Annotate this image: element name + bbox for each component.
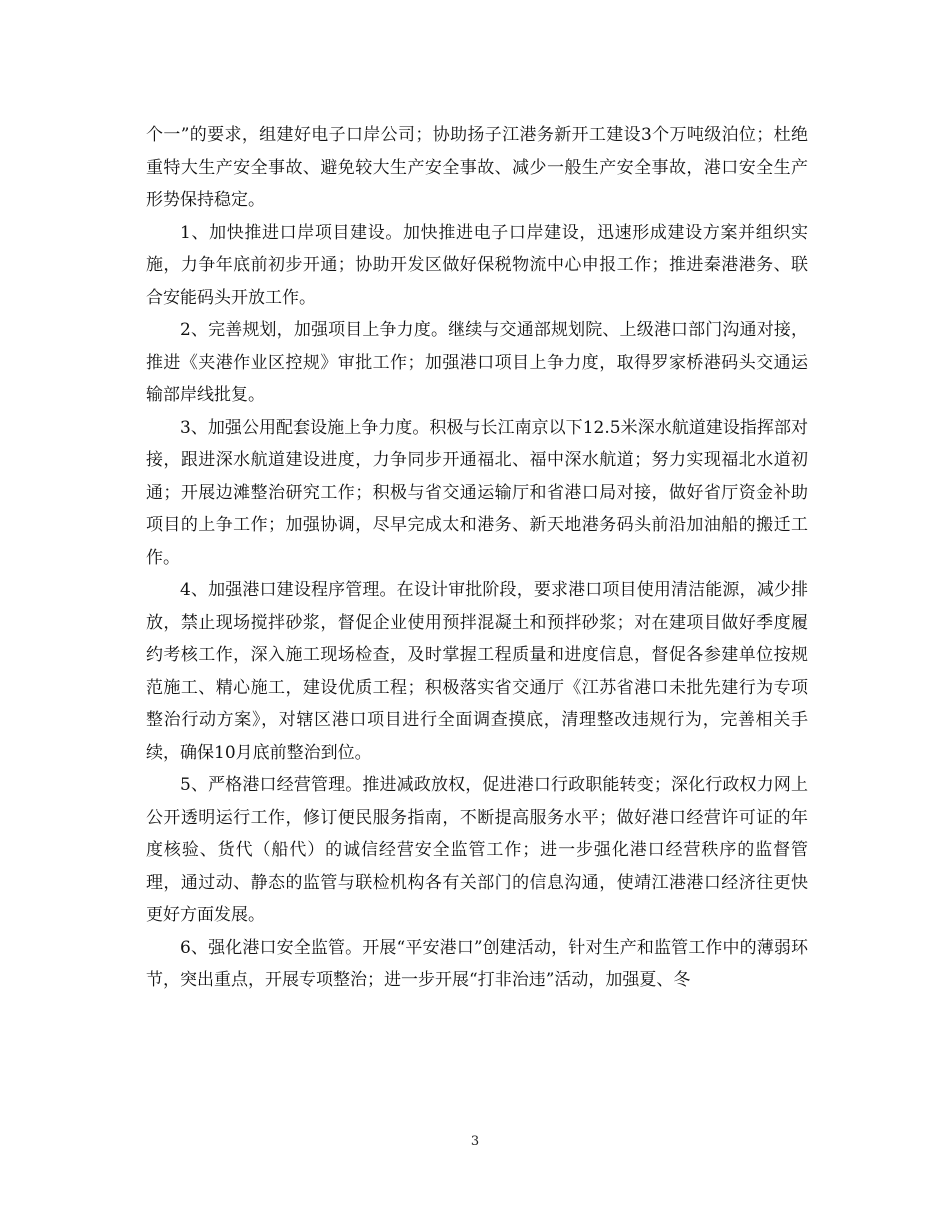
paragraph-item-5: 5、严格港口经营管理。推进减政放权，促进港口行政职能转变；深化行政权力网上公开透明运行工作，修订便民服务指南，不断提高服务水平；做好港口经营许可证的年度核验、货代（船代）的诚信经营安全监管工作；进一步强化港口经营秩序的监督管理，通过动、静态的监管与联检机构各有关部门的信息沟通，使靖江港港口经济往更快更好方面发展。 — [146, 775, 808, 925]
paragraph-item-4: 4、加强港口建设程序管理。在设计审批阶段，要求港口项目使用清洁能源，减少排放，禁止现场搅拌砂浆，督促企业使用预拌混凝土和预拌砂浆；对在建项目做好季度履约考核工作，深入施工现场检查，及时掌握工程质量和进度信息，督促各参建单位按规范施工、精心施工，建设优质工程；积极落实省交通厅《江苏省港口未批先建行为专项整治行动方案》，对辖区港口项目进行全面调查摸底，清理整改违规行为，完善相关手续，确保10月底前整治到位。 — [146, 580, 808, 763]
paragraph-item-3: 3、加强公用配套设施上争力度。积极与长江南京以下12.5米深水航道建设指挥部对接，跟进深水航道建设进度，力争同步开通福北、福中深水航道；努力实现福北水道初通；开展边滩整治研究工作；积极与省交通运输厅和省港口局对接，做好省厅资金补助项目的上争工作；加强协调，尽早完成太和港务、新天地港务码头前沿加油船的搬迁工作。 — [146, 417, 808, 568]
page-number: 3 — [470, 1134, 480, 1149]
paragraph-item-6: 6、强化港口安全监管。开展“平安港口”创建活动，针对生产和监管工作中的薄弱环节，突出重点，开展专项整治；进一步开展“打非治违”活动，加强夏、冬 — [146, 937, 808, 990]
document-body — [146, 119, 808, 997]
paragraph-item-1: 1、加快推进口岸项目建设。加快推进电子口岸建设，迅速形成建设方案并组织实施，力争年底前初步开通；协助开发区做好保税物流中心申报工作；推进秦港港务、联合安能码头开放工作。 — [146, 222, 808, 308]
paragraph-continuation: 个一”的要求，组建好电子口岸公司；协助扬子江港务新开工建设3个万吨级泊位；杜绝重特大生产安全事故、避免较大生产安全事故、减少一般生产安全事故，港口安全生产形势保持稳定。 — [146, 125, 808, 210]
paragraph-item-2: 2、完善规划，加强项目上争力度。继续与交通部规划院、上级港口部门沟通对接，推进《夹港作业区控规》审批工作；加强港口项目上争力度，取得罗家桥港码头交通运输部岸线批复。 — [146, 320, 808, 405]
